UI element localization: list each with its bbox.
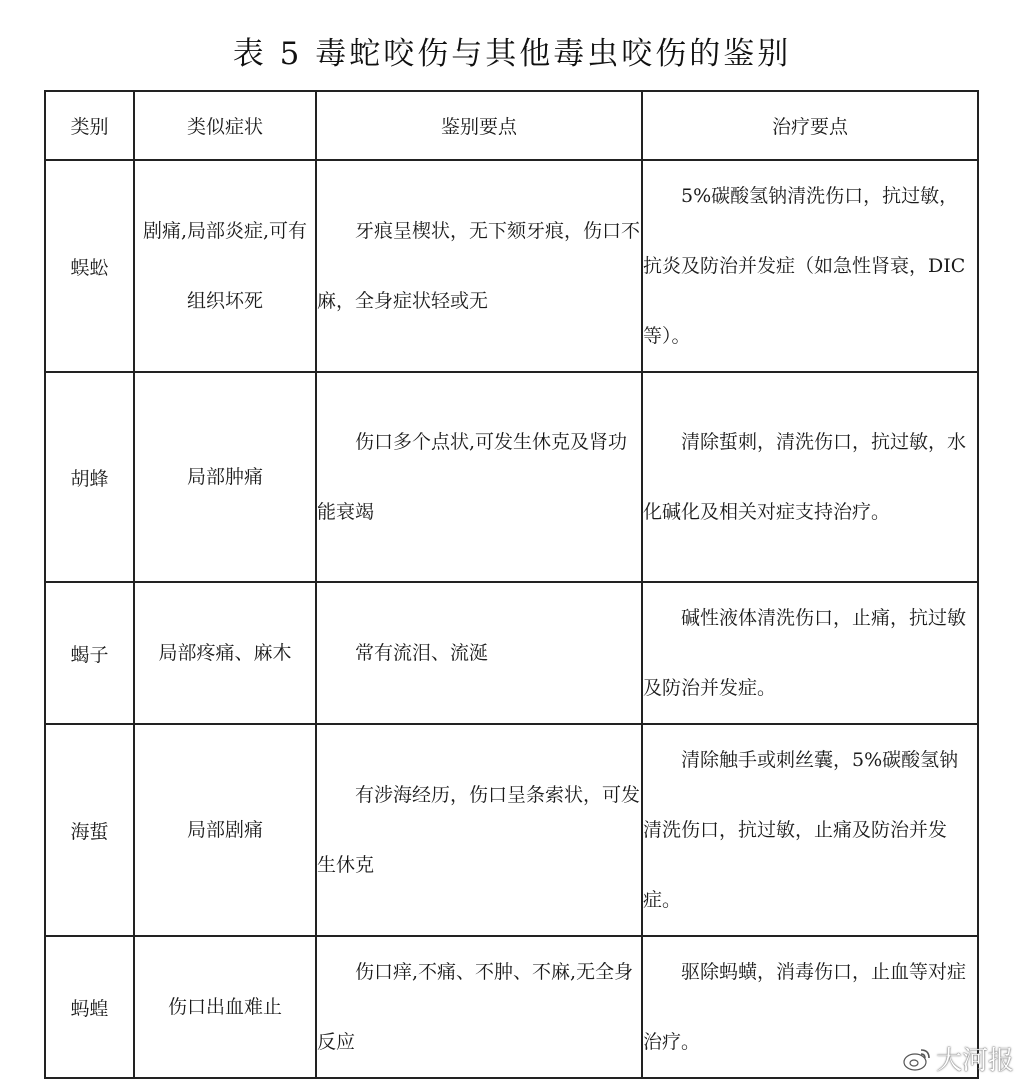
row-symptoms: 剧痛,局部炎症,可有组织坏死	[134, 160, 316, 372]
row-treatment: 驱除蚂蟥，消毒伤口，止血等对症治疗。	[642, 936, 978, 1078]
row-points: 伤口多个点状,可发生休克及肾功能衰竭	[316, 372, 642, 582]
row-treatment: 清除蜇刺，清洗伤口，抗过敏，水化碱化及相关对症支持治疗。	[642, 372, 978, 582]
table-row	[45, 160, 978, 372]
table-row	[45, 582, 978, 724]
row-symptoms: 局部肿痛	[134, 372, 316, 582]
table-header-row	[45, 91, 978, 160]
row-symptoms: 局部疼痛、麻木	[134, 582, 316, 724]
table-title: 表 5 毒蛇咬伤与其他毒虫咬伤的鉴别	[232, 36, 792, 72]
row-treatment: 5%碳酸氢钠清洗伤口，抗过敏，抗炎及防治并发症（如急性肾衰，DIC 等）。	[642, 160, 978, 372]
row-treatment: 清除触手或刺丝囊，5%碳酸氢钠清洗伤口，抗过敏，止痛及防治并发症。	[642, 724, 978, 936]
row-category: 蚂蝗	[45, 936, 134, 1078]
watermark	[902, 1040, 1014, 1077]
row-symptoms: 局部剧痛	[134, 724, 316, 936]
row-symptoms: 伤口出血难止	[134, 936, 316, 1078]
row-points: 牙痕呈楔状，无下颏牙痕，伤口不麻，全身症状轻或无	[316, 160, 642, 372]
table-row	[45, 724, 978, 936]
row-points: 常有流泪、流涎	[316, 582, 642, 724]
watermark-text: 大河报	[935, 1046, 1014, 1076]
row-category: 蜈蚣	[45, 160, 134, 372]
header-points: 鉴别要点	[316, 91, 642, 160]
header-treatment: 治疗要点	[642, 91, 978, 160]
header-category: 类别	[45, 91, 134, 160]
table-row	[45, 372, 978, 582]
row-points: 伤口痒,不痛、不肿、不麻,无全身反应	[316, 936, 642, 1078]
row-category: 蝎子	[45, 582, 134, 724]
comparison-table	[44, 90, 979, 1079]
row-category: 胡蜂	[45, 372, 134, 582]
table-row	[45, 936, 978, 1078]
weibo-icon	[902, 1046, 932, 1072]
row-category: 海蜇	[45, 724, 134, 936]
row-points: 有涉海经历，伤口呈条索状，可发生休克	[316, 724, 642, 936]
row-treatment: 碱性液体清洗伤口，止痛，抗过敏及防治并发症。	[642, 582, 978, 724]
header-symptoms: 类似症状	[134, 91, 316, 160]
